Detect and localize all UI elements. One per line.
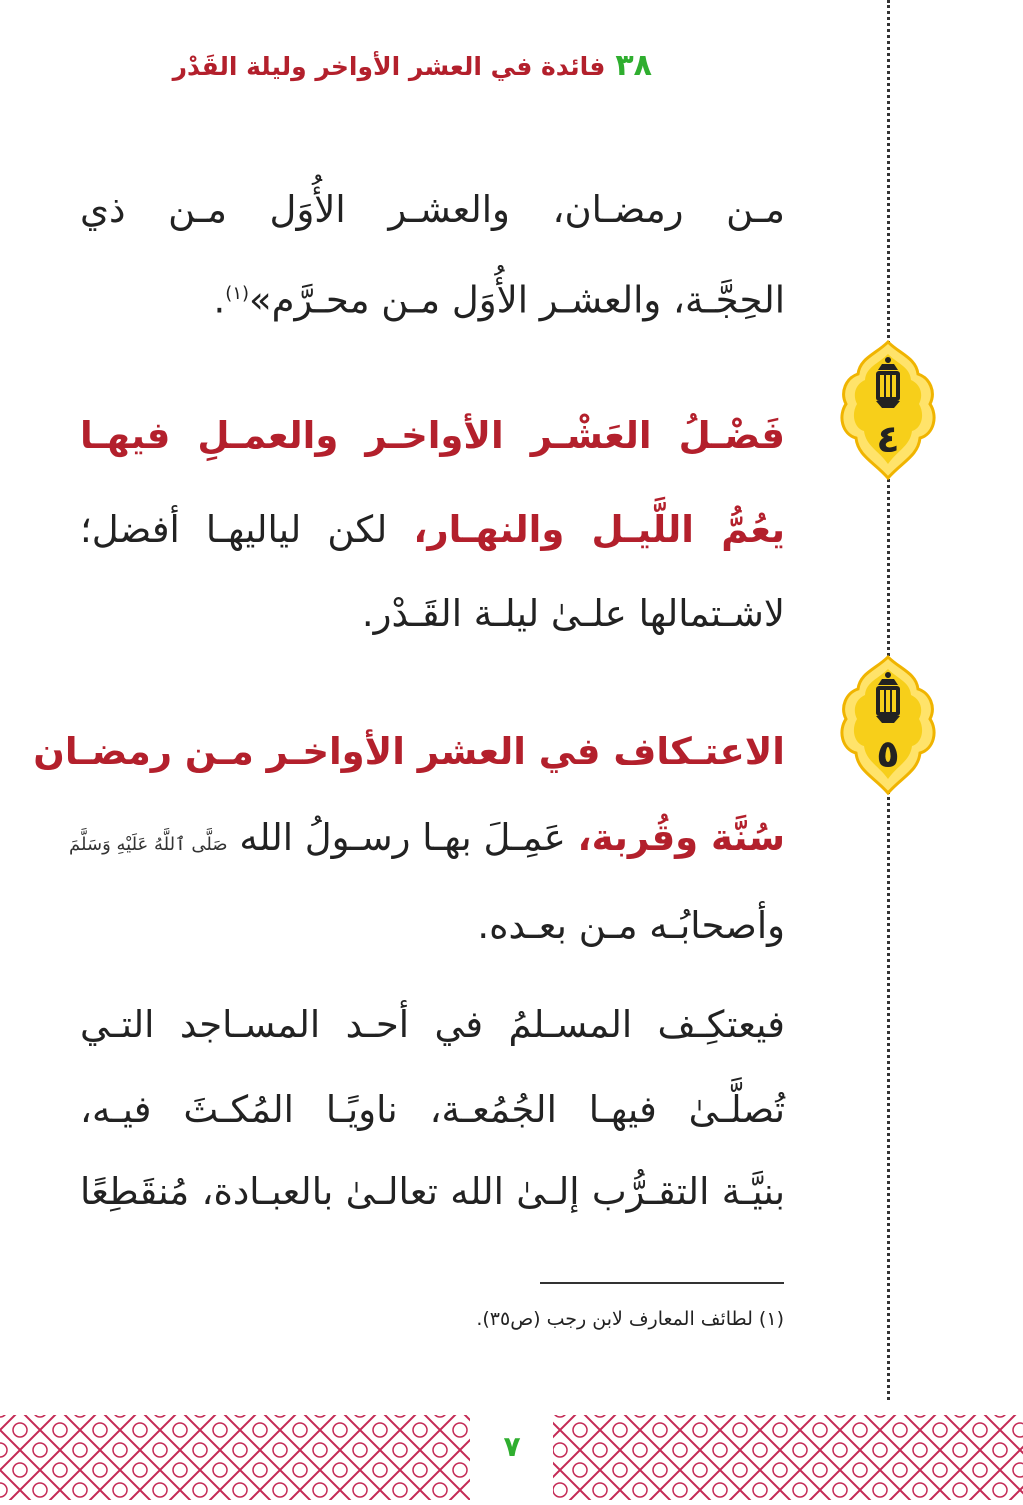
footnote-text: (١) لطائف المعارف لابن رجب (ص٣٥).: [476, 1308, 784, 1330]
section5-line-2-rest: عَمِـلَ بهـا رسـولُ الله: [227, 816, 578, 859]
section5-heading-line-2: سُنَّة وقُربة،: [577, 816, 785, 859]
section4-heading-line-2: يعُمُّ اللَّيـل والنهـار،: [413, 508, 785, 551]
section5-line-3: وأصحابُـه مـن بعـده.: [477, 904, 785, 947]
section5-para-line-3: بنيَّـة التقـرُّب إلـىٰ الله تعالـىٰ بالعبـادة، مُنقَطِعًا: [80, 1170, 785, 1213]
section5-line-2: [69, 808, 785, 868]
header-title: فائدة في العشر الأواخر وليلة القَدْر: [172, 52, 606, 81]
section5-heading-line-1: الاعتـكاف في العشر الأواخـر مـن رمضـان: [33, 730, 785, 773]
lantern-badge-4: [838, 340, 938, 480]
intro-line-1: مـن رمضـان، والعشـر الأُوَل مـن ذي: [80, 188, 785, 231]
intro-line-2-period: .: [213, 278, 226, 322]
intro-line-2-text: الحِجَّـة، والعشـر الأُوَل مـن محـرَّم»: [249, 278, 785, 322]
page-number: ٧: [503, 1430, 521, 1463]
footnote-reference: (١): [225, 283, 250, 304]
badge-5-number: ٥: [876, 732, 900, 776]
running-header: [120, 48, 652, 83]
section4-line-2: [80, 500, 785, 560]
honorific-phrase: صَلَّى ٱللَّهُ عَلَيْهِ وَسَلَّمَ: [69, 834, 228, 855]
lantern-badge-5: [838, 655, 938, 795]
footnote-separator: [540, 1282, 784, 1284]
border-pattern-right: [553, 1415, 1023, 1500]
intro-line-2: [80, 264, 785, 324]
badge-4-number: ٤: [876, 417, 900, 461]
header-number: ٣٨: [615, 48, 652, 83]
section4-line-3: لاشـتمالها علـىٰ ليلـة القَـدْر.: [361, 592, 785, 635]
section5-para-line-2: تُصلَّـىٰ فيهـا الجُمُعـة، ناويًـا المُكـثَ فيـه،: [80, 1088, 785, 1131]
border-pattern-left: [0, 1415, 470, 1500]
section5-para-line-1: فيعتكِـف المسـلمُ في أحـد المسـاجد التـي: [80, 1003, 785, 1046]
section4-heading-line-1: فَضْـلُ العَشْـر الأواخـر والعمـلِ فيهـا: [80, 414, 785, 457]
section4-line-2-rest: لكن لياليهـا أفضل؛: [80, 508, 414, 551]
